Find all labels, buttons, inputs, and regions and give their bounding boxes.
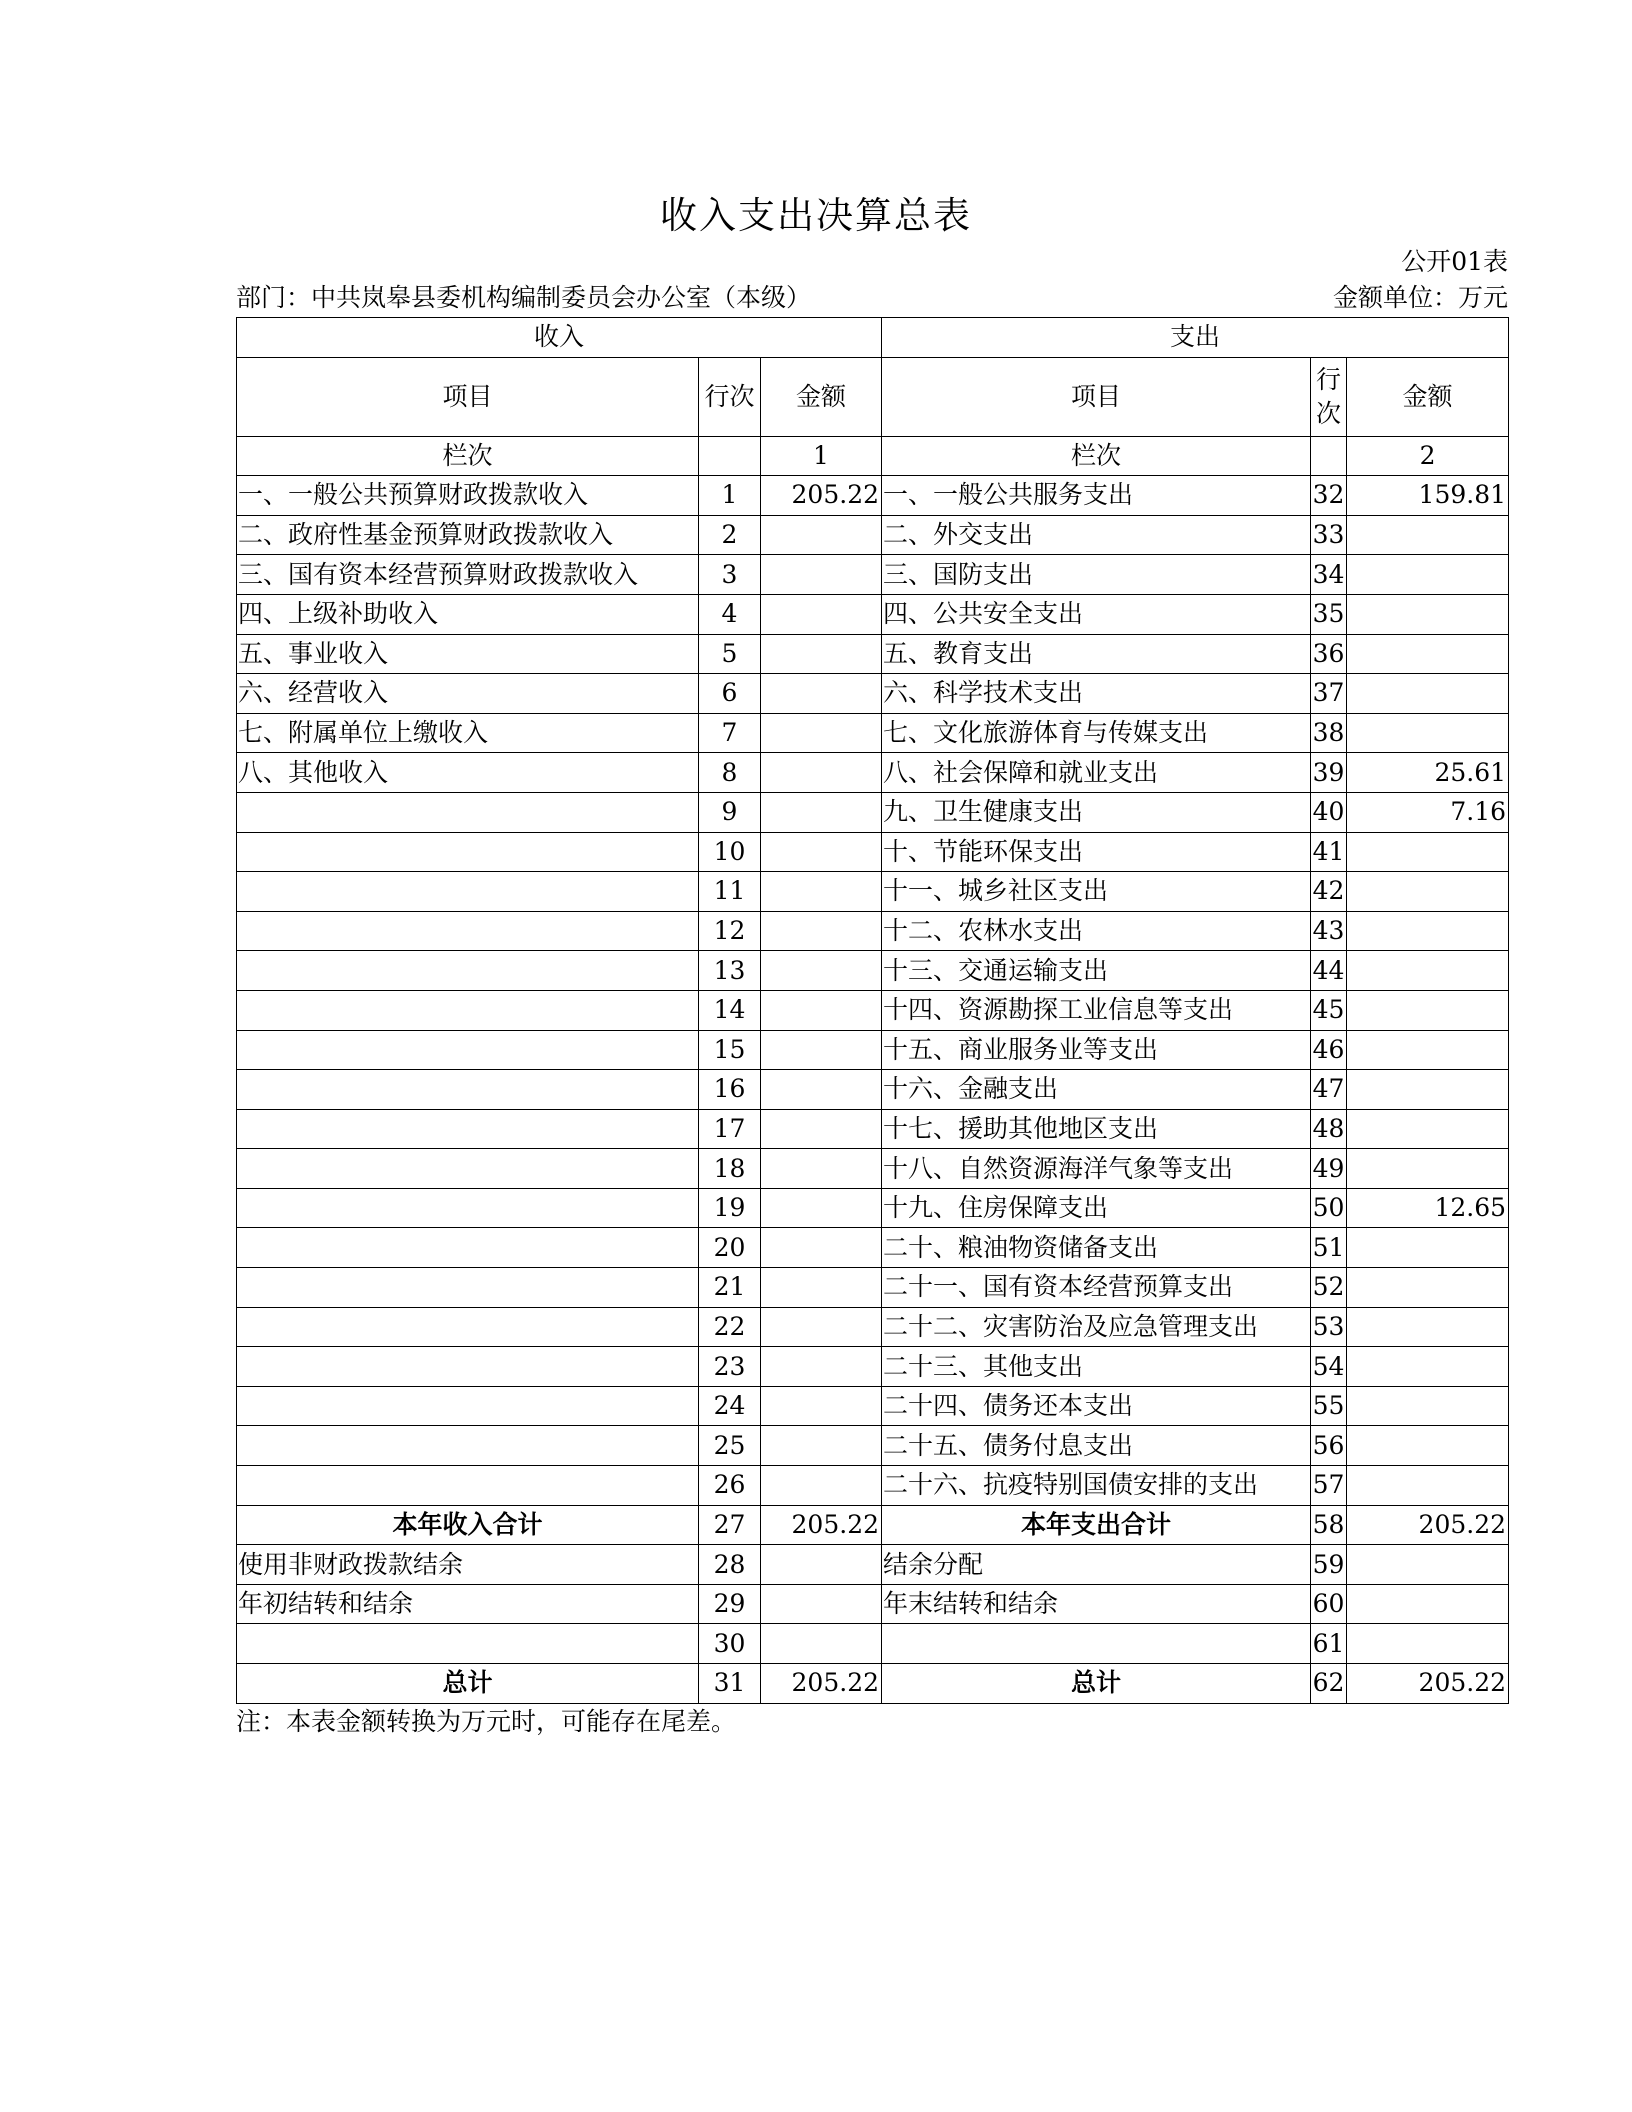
expense-amount-cell (1347, 1307, 1509, 1347)
expense-row-no-cell: 55 (1311, 1386, 1347, 1426)
income-amount-cell (761, 1228, 882, 1268)
expense-amount-cell (1347, 832, 1509, 872)
expense-amount-cell (1347, 634, 1509, 674)
income-row-no-cell: 2 (699, 515, 761, 555)
income-item-cell: 四、上级补助收入 (237, 594, 699, 634)
income-item-cell (237, 1228, 699, 1268)
table-row (237, 1347, 1509, 1387)
table-row (237, 1426, 1509, 1466)
income-column-number: 1 (761, 436, 882, 476)
table-row (237, 1307, 1509, 1347)
income-row-no-cell: 21 (699, 1268, 761, 1308)
income-item-cell (237, 1347, 699, 1387)
empty-cell (699, 436, 761, 476)
expense-row-no-cell: 51 (1311, 1228, 1347, 1268)
income-amount-cell (761, 1624, 882, 1664)
income-amount-cell (761, 713, 882, 753)
income-row-no-cell: 5 (699, 634, 761, 674)
income-item-cell (237, 872, 699, 912)
expense-amount-cell: 7.16 (1347, 792, 1509, 832)
expense-item-cell: 十七、援助其他地区支出 (882, 1109, 1311, 1149)
expense-item-cell: 二十四、债务还本支出 (882, 1386, 1311, 1426)
expense-row-no-cell: 32 (1311, 476, 1347, 516)
table-row (237, 792, 1509, 832)
income-item-cell (237, 990, 699, 1030)
expense-row-no-cell: 58 (1311, 1505, 1347, 1545)
income-item-cell: 三、国有资本经营预算财政拨款收入 (237, 555, 699, 595)
expense-row-no-cell: 57 (1311, 1466, 1347, 1506)
income-item-cell (237, 911, 699, 951)
form-code: 公开01表 (1401, 247, 1508, 276)
table-row (237, 1386, 1509, 1426)
expense-item-cell: 三、国防支出 (882, 555, 1311, 595)
income-item-cell (237, 1109, 699, 1149)
income-column-label: 栏次 (237, 436, 699, 476)
income-item-cell (237, 792, 699, 832)
table-row (237, 1466, 1509, 1506)
income-row-no-cell: 8 (699, 753, 761, 793)
income-row-no-cell: 1 (699, 476, 761, 516)
expense-item-cell: 七、文化旅游体育与传媒支出 (882, 713, 1311, 753)
income-expense-table (236, 317, 1509, 1704)
income-row-no-cell: 23 (699, 1347, 761, 1387)
expense-row-no-cell: 60 (1311, 1584, 1347, 1624)
income-row-no-cell: 10 (699, 832, 761, 872)
expense-row-no-cell: 35 (1311, 594, 1347, 634)
income-amount-cell (761, 1188, 882, 1228)
income-item-cell: 七、附属单位上缴收入 (237, 713, 699, 753)
expense-amount-cell (1347, 1584, 1509, 1624)
expense-row-no-cell: 54 (1311, 1347, 1347, 1387)
expense-item-cell: 二、外交支出 (882, 515, 1311, 555)
expense-item-cell: 十一、城乡社区支出 (882, 872, 1311, 912)
expense-column-number: 2 (1347, 436, 1509, 476)
income-row-no-cell: 17 (699, 1109, 761, 1149)
expense-row-no-cell: 56 (1311, 1426, 1347, 1466)
income-row-no-cell: 22 (699, 1307, 761, 1347)
income-amount-header: 金额 (761, 357, 882, 436)
table-row (237, 713, 1509, 753)
expense-item-cell: 十、节能环保支出 (882, 832, 1311, 872)
income-row-no-cell: 19 (699, 1188, 761, 1228)
expense-amount-cell (1347, 674, 1509, 714)
income-item-cell (237, 1466, 699, 1506)
expense-row-no-cell: 44 (1311, 951, 1347, 991)
income-row-no-cell: 12 (699, 911, 761, 951)
income-item-cell: 使用非财政拨款结余 (237, 1545, 699, 1585)
income-amount-cell (761, 1426, 882, 1466)
expense-item-cell: 五、教育支出 (882, 634, 1311, 674)
income-amount-cell (761, 1268, 882, 1308)
expense-item-cell: 二十一、国有资本经营预算支出 (882, 1268, 1311, 1308)
income-amount-cell (761, 1584, 882, 1624)
income-row-no-cell: 7 (699, 713, 761, 753)
expense-item-cell: 八、社会保障和就业支出 (882, 753, 1311, 793)
expense-item-cell: 二十三、其他支出 (882, 1347, 1311, 1387)
income-amount-cell (761, 634, 882, 674)
expense-item-cell: 二十、粮油物资储备支出 (882, 1228, 1311, 1268)
expense-amount-cell (1347, 1426, 1509, 1466)
table-row (237, 674, 1509, 714)
expense-row-no-cell: 47 (1311, 1070, 1347, 1110)
income-amount-cell: 205.22 (761, 476, 882, 516)
expense-row-no-cell: 46 (1311, 1030, 1347, 1070)
income-row-no-cell: 18 (699, 1149, 761, 1189)
expense-row-no-cell: 59 (1311, 1545, 1347, 1585)
expense-row-no-cell: 42 (1311, 872, 1347, 912)
expense-amount-cell (1347, 1347, 1509, 1387)
income-row-no-cell: 6 (699, 674, 761, 714)
income-amount-cell (761, 1030, 882, 1070)
empty-cell (1311, 436, 1347, 476)
expense-item-cell: 十五、商业服务业等支出 (882, 1030, 1311, 1070)
income-row-no-cell: 14 (699, 990, 761, 1030)
income-item-cell: 八、其他收入 (237, 753, 699, 793)
income-row-no-cell: 16 (699, 1070, 761, 1110)
income-item-cell: 一、一般公共预算财政拨款收入 (237, 476, 699, 516)
expense-item-cell: 一、一般公共服务支出 (882, 476, 1311, 516)
footnote: 注：本表金额转换为万元时，可能存在尾差。 (236, 1707, 737, 1736)
table-row (237, 911, 1509, 951)
expense-column-label: 栏次 (882, 436, 1311, 476)
expense-amount-cell (1347, 1386, 1509, 1426)
table-row (237, 555, 1509, 595)
income-amount-cell (761, 1466, 882, 1506)
expense-row-no-cell: 49 (1311, 1149, 1347, 1189)
income-amount-cell (761, 1307, 882, 1347)
income-amount-cell (761, 990, 882, 1030)
total-row (237, 1505, 1509, 1545)
expense-amount-cell: 25.61 (1347, 753, 1509, 793)
expense-item-cell: 十二、农林水支出 (882, 911, 1311, 951)
expense-section-header: 支出 (882, 318, 1509, 358)
table-row (237, 1545, 1509, 1585)
expense-row-no-cell: 36 (1311, 634, 1347, 674)
table-row (237, 832, 1509, 872)
income-amount-cell (761, 1149, 882, 1189)
expense-item-cell: 十八、自然资源海洋气象等支出 (882, 1149, 1311, 1189)
expense-row-no-cell: 52 (1311, 1268, 1347, 1308)
expense-amount-header: 金额 (1347, 357, 1509, 436)
expense-amount-cell: 205.22 (1347, 1664, 1509, 1704)
expense-amount-cell (1347, 515, 1509, 555)
expense-row-no-cell: 45 (1311, 990, 1347, 1030)
expense-item-cell: 本年支出合计 (882, 1505, 1311, 1545)
expense-amount-cell (1347, 555, 1509, 595)
expense-row-no-cell: 53 (1311, 1307, 1347, 1347)
expense-row-no-cell: 33 (1311, 515, 1347, 555)
table-row (237, 990, 1509, 1030)
income-amount-cell (761, 832, 882, 872)
expense-item-cell: 二十二、灾害防治及应急管理支出 (882, 1307, 1311, 1347)
income-row-no-cell: 25 (699, 1426, 761, 1466)
expense-item-cell: 四、公共安全支出 (882, 594, 1311, 634)
income-item-cell (237, 1426, 699, 1466)
expense-item-cell: 二十五、债务付息支出 (882, 1426, 1311, 1466)
table-row (237, 872, 1509, 912)
income-item-cell (237, 1070, 699, 1110)
income-section-header: 收入 (237, 318, 882, 358)
table-row (237, 476, 1509, 516)
income-amount-cell (761, 515, 882, 555)
income-item-cell (237, 1149, 699, 1189)
income-amount-cell (761, 753, 882, 793)
expense-amount-cell (1347, 1070, 1509, 1110)
income-amount-cell (761, 1109, 882, 1149)
income-amount-cell (761, 1545, 882, 1585)
income-amount-cell: 205.22 (761, 1505, 882, 1545)
income-row-no-header: 行次 (699, 357, 761, 436)
expense-amount-cell (1347, 713, 1509, 753)
expense-item-cell: 十三、交通运输支出 (882, 951, 1311, 991)
income-amount-cell (761, 1070, 882, 1110)
expense-amount-cell (1347, 1228, 1509, 1268)
income-item-cell: 本年收入合计 (237, 1505, 699, 1545)
column-header-row (237, 357, 1509, 436)
table-row (237, 1149, 1509, 1189)
expense-amount-cell (1347, 1109, 1509, 1149)
expense-row-no-cell: 48 (1311, 1109, 1347, 1149)
income-item-cell: 五、事业收入 (237, 634, 699, 674)
income-item-cell: 二、政府性基金预算财政拨款收入 (237, 515, 699, 555)
income-row-no-cell: 28 (699, 1545, 761, 1585)
income-amount-cell (761, 1347, 882, 1387)
expense-amount-cell (1347, 1149, 1509, 1189)
expense-amount-cell: 159.81 (1347, 476, 1509, 516)
expense-row-no-cell: 34 (1311, 555, 1347, 595)
expense-item-cell: 二十六、抗疫特别国债安排的支出 (882, 1466, 1311, 1506)
income-row-no-cell: 4 (699, 594, 761, 634)
expense-item-cell (882, 1624, 1311, 1664)
unit-label: 金额单位：万元 (1332, 283, 1508, 312)
expense-amount-cell: 205.22 (1347, 1505, 1509, 1545)
expense-row-no-cell: 43 (1311, 911, 1347, 951)
income-row-no-cell: 26 (699, 1466, 761, 1506)
expense-item-cell: 十六、金融支出 (882, 1070, 1311, 1110)
table-row (237, 1070, 1509, 1110)
expense-amount-cell (1347, 1030, 1509, 1070)
table-row (237, 594, 1509, 634)
income-row-no-cell: 30 (699, 1624, 761, 1664)
table-row (237, 1228, 1509, 1268)
expense-row-no-cell: 41 (1311, 832, 1347, 872)
income-amount-cell (761, 951, 882, 991)
table-row (237, 1268, 1509, 1308)
income-item-header: 项目 (237, 357, 699, 436)
expense-row-no-cell: 40 (1311, 792, 1347, 832)
expense-row-no-cell: 37 (1311, 674, 1347, 714)
expense-item-cell: 总计 (882, 1664, 1311, 1704)
expense-amount-cell (1347, 951, 1509, 991)
expense-amount-cell (1347, 1624, 1509, 1664)
table-row (237, 1030, 1509, 1070)
expense-item-cell: 九、卫生健康支出 (882, 792, 1311, 832)
income-row-no-cell: 15 (699, 1030, 761, 1070)
income-item-cell: 总计 (237, 1664, 699, 1704)
table-row (237, 1188, 1509, 1228)
income-item-cell: 六、经营收入 (237, 674, 699, 714)
table-row (237, 515, 1509, 555)
income-item-cell: 年初结转和结余 (237, 1584, 699, 1624)
total-row (237, 1664, 1509, 1704)
column-number-row (237, 436, 1509, 476)
section-header-row (237, 318, 1509, 358)
expense-row-no-cell: 61 (1311, 1624, 1347, 1664)
department-label: 部门：中共岚皋县委机构编制委员会办公室（本级） (236, 283, 812, 312)
income-row-no-cell: 27 (699, 1505, 761, 1545)
income-row-no-cell: 20 (699, 1228, 761, 1268)
expense-amount-cell (1347, 1545, 1509, 1585)
expense-item-cell: 结余分配 (882, 1545, 1311, 1585)
income-item-cell (237, 1268, 699, 1308)
table-row (237, 1109, 1509, 1149)
income-item-cell (237, 951, 699, 991)
expense-item-cell: 十九、住房保障支出 (882, 1188, 1311, 1228)
income-item-cell (237, 1307, 699, 1347)
income-row-no-cell: 24 (699, 1386, 761, 1426)
income-amount-cell (761, 594, 882, 634)
income-amount-cell (761, 911, 882, 951)
expense-row-no-cell: 39 (1311, 753, 1347, 793)
income-row-no-cell: 11 (699, 872, 761, 912)
expense-item-cell: 六、科学技术支出 (882, 674, 1311, 714)
expense-row-no-cell: 62 (1311, 1664, 1347, 1704)
table-row (237, 1584, 1509, 1624)
expense-amount-cell: 12.65 (1347, 1188, 1509, 1228)
income-item-cell (237, 832, 699, 872)
income-row-no-cell: 29 (699, 1584, 761, 1624)
expense-item-cell: 年末结转和结余 (882, 1584, 1311, 1624)
expense-row-no-cell: 50 (1311, 1188, 1347, 1228)
expense-item-header: 项目 (882, 357, 1311, 436)
income-item-cell (237, 1030, 699, 1070)
expense-amount-cell (1347, 990, 1509, 1030)
income-amount-cell (761, 555, 882, 595)
table-row (237, 1624, 1509, 1664)
income-amount-cell (761, 792, 882, 832)
expense-amount-cell (1347, 1268, 1509, 1308)
income-row-no-cell: 31 (699, 1664, 761, 1704)
expense-amount-cell (1347, 1466, 1509, 1506)
income-row-no-cell: 13 (699, 951, 761, 991)
income-item-cell (237, 1386, 699, 1426)
income-amount-cell: 205.22 (761, 1664, 882, 1704)
page-title: 收入支出决算总表 (660, 194, 972, 237)
income-amount-cell (761, 872, 882, 912)
income-amount-cell (761, 674, 882, 714)
expense-row-no-header: 行 次 (1311, 357, 1347, 436)
expense-row-no-cell: 38 (1311, 713, 1347, 753)
table-row (237, 753, 1509, 793)
expense-amount-cell (1347, 911, 1509, 951)
income-item-cell (237, 1624, 699, 1664)
income-amount-cell (761, 1386, 882, 1426)
expense-amount-cell (1347, 872, 1509, 912)
table-row (237, 634, 1509, 674)
income-item-cell (237, 1188, 699, 1228)
income-row-no-cell: 9 (699, 792, 761, 832)
expense-item-cell: 十四、资源勘探工业信息等支出 (882, 990, 1311, 1030)
expense-amount-cell (1347, 594, 1509, 634)
table-row (237, 951, 1509, 991)
income-row-no-cell: 3 (699, 555, 761, 595)
